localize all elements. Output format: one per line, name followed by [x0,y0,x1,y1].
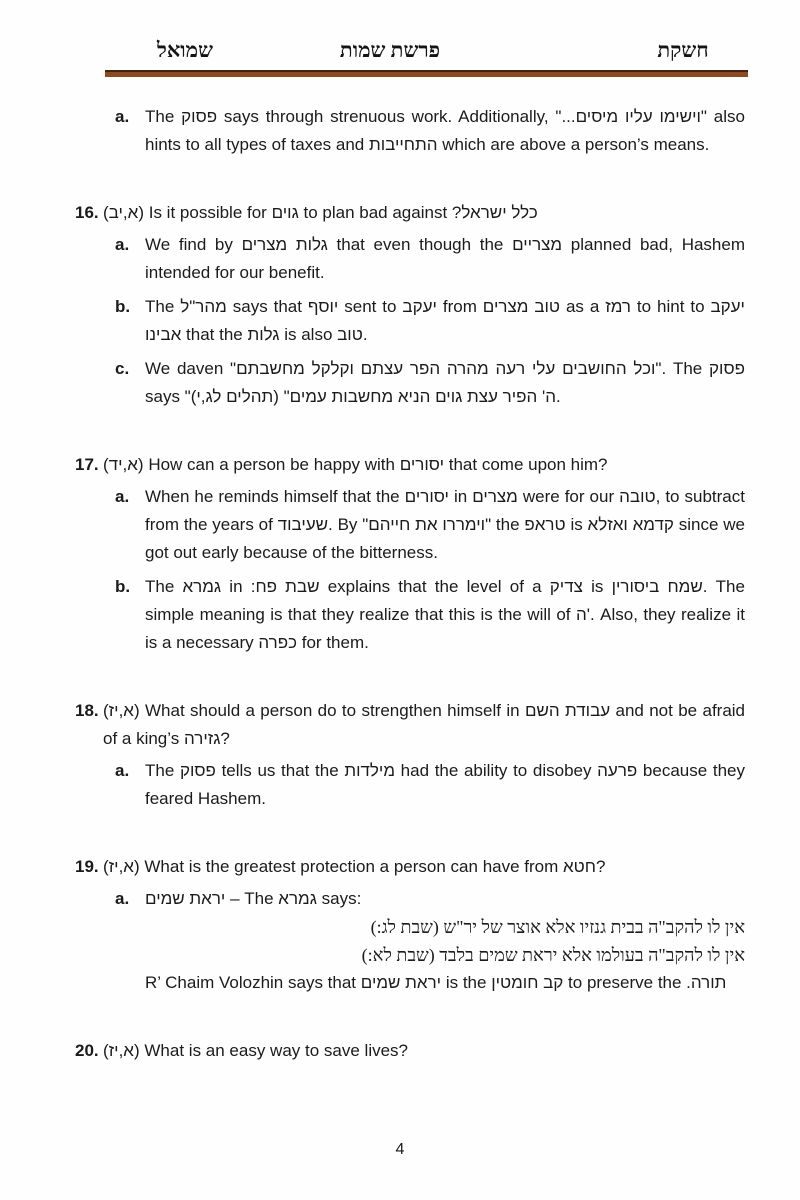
answer-label: b. [115,577,131,596]
question-number: 19. [75,857,99,876]
question-18 [75,697,745,813]
question-line [75,199,745,227]
answers-list [115,757,745,813]
answer-text: The פסוק says through strenuous work. Additionally, ‏"וישימו עליו מיסים..."‏ also hints to all types of taxes and התחייבות which are above a person’s means. [145,107,745,154]
answer-label: a. [115,107,130,126]
answer-label: b. [115,297,131,316]
answer-item [115,573,745,657]
question-text-main: Is it possible for גוים to plan bad against כלל ישראל?‏ [148,203,538,222]
question-ref: (א,יב) [103,203,144,222]
question-text-main: How can a person be happy with יסורים that come upon him? [148,455,608,474]
answer-item [115,355,745,411]
answer-text: The פסוק tells us that the מילדות had the ability to disobey פרעה because they feared Hashem. [145,761,745,808]
answer-item [115,293,745,349]
answer-item [115,757,745,813]
answer-item [115,885,745,997]
question-ref: (א,יז) [103,701,140,720]
question-16 [75,199,745,411]
question-ref: (א,יז) [103,857,140,876]
question-number: 16. [75,203,99,222]
question-text [103,199,745,227]
question-number: 20. [75,1041,99,1060]
answer-text: The גמרא in שבת פח:‏ explains that the level of a צדיק is שמח ביסורין. The simple meaning is that they realize that this is the will of ה'. Also, they realize it is a necessary כפרה for them. [145,577,745,652]
header-rule [105,70,748,77]
question-text [103,697,745,753]
question-ref: (א,יד) [103,455,144,474]
question-text-main: What is the greatest protection a person can have from חטא? [144,857,606,876]
answer-text: The מהר"ל says that יוסף sent to יעקב from טוב מצרים as a רמז to hint to יעקב אבינו that the גלות is also טוב. [145,297,745,344]
answer-text: We daven "וכל החושבים עלי רעה מהרה הפר עצתם וקלקל מחשבתם". The פסוק says "ה' הפיר עצת גוים הניא מחשבות עמים" (תהלים לג,י). [145,359,745,406]
question-text-main: What is an easy way to save lives? [144,1041,409,1060]
question-17 [75,451,745,657]
question-line [75,1037,745,1065]
question-line [75,853,745,881]
answer-label: a. [115,889,130,908]
answer-item [115,231,745,287]
answer-label: a. [115,761,130,780]
answer-label: c. [115,359,130,378]
question-ref: (א,יז) [103,1041,140,1060]
header-text-left: שמואל [157,38,213,62]
gemara-quote-line: אין לו להקב"ה בבית גנזיו אלא אוצר של יר"ש (שבת לג:) [370,917,745,937]
question-text [103,451,745,479]
answers-list [115,885,745,997]
answer-lead: יראת שמים – The גמרא says: [145,889,362,908]
question-20 [75,1037,745,1065]
answer-item [115,483,745,567]
answer-text: When he reminds himself that the יסורים in מצרים were for our טובה, to subtract from the years of שעיבוד. By "וימררו את חייהם" the טראפ is קדמא ואזלא since we got out early because of the bitterness. [145,487,745,562]
header-text-right: חשקת [657,38,709,62]
answer-text: We find by גלות מצרים that even though the מצריים planned bad, Hashem intended for our benefit. [145,235,746,282]
answers-list [115,483,745,657]
answer-body [145,885,745,997]
answer-label: a. [115,487,130,506]
question-text [103,1037,745,1065]
gemara-quote-line: אין לו להקב"ה בעולמו אלא יראת שמים בלבד (שבת לא:) [361,945,745,965]
continued-answer-item [115,103,745,159]
question-19 [75,853,745,997]
question-number: 18. [75,701,99,720]
header-text-center: פרשת שמות [339,38,441,62]
question-text-main: What should a person do to strengthen himself in עבודת השם and not be afraid of a king’s גזירה? [103,701,746,748]
question-line [75,451,745,479]
question-number: 17. [75,455,99,474]
page-number: 4 [395,1141,405,1158]
answers-list [115,231,745,411]
question-line [75,697,745,753]
question-text [103,853,745,881]
answer-label: a. [115,235,130,254]
content [75,103,745,1065]
answer-continuation: R’ Chaim Volozhin says that יראת שמים is the קב חומטין to preserve the תורה.‏ [145,973,727,992]
